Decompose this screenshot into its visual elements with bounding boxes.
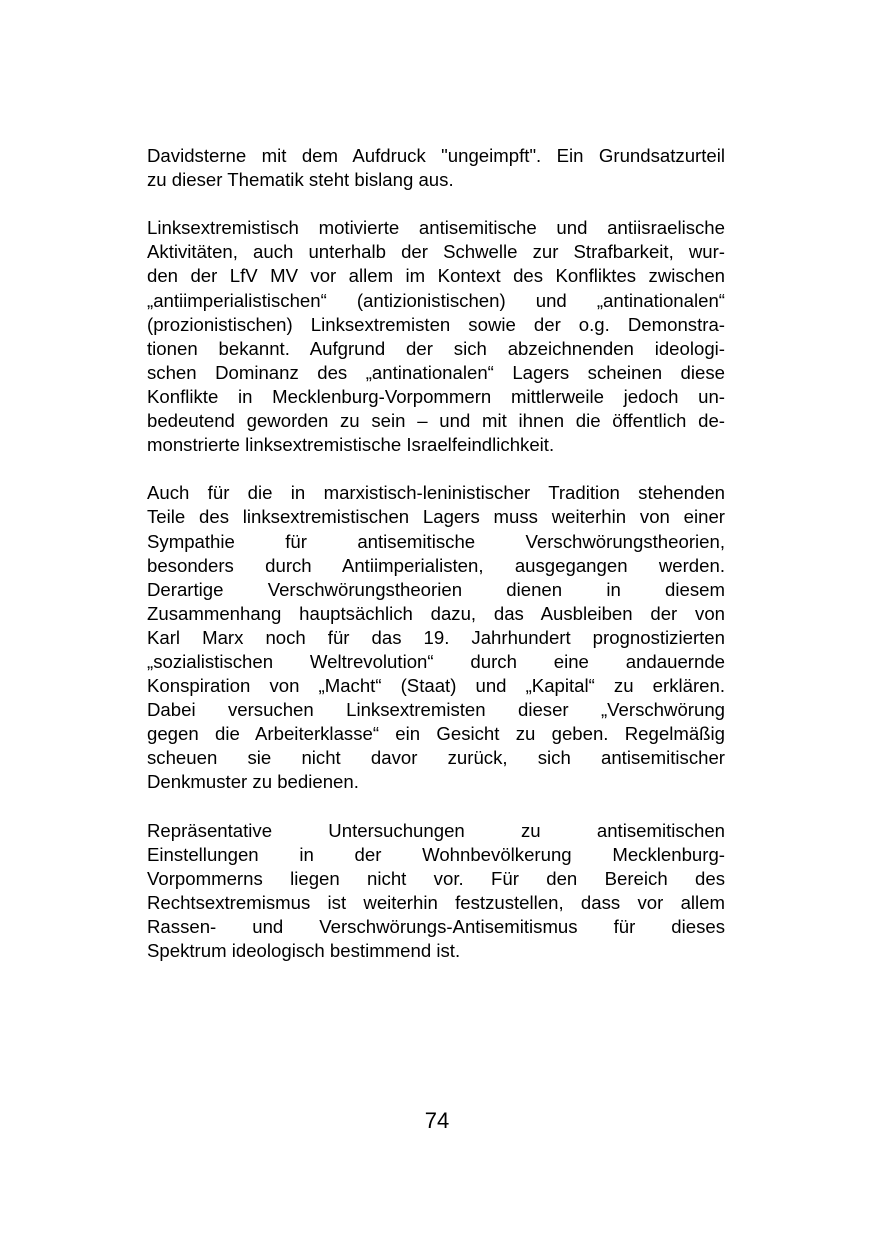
text-line: Auch für die in marxistisch-leninistischer Tradition stehenden: [147, 482, 725, 504]
text-line: (prozionistischen) Linksextremisten sowie der o.g. Demonstra-: [147, 313, 725, 335]
paragraph-1: [147, 144, 725, 192]
text-line: schen Dominanz des „antinationalen“ Lagers scheinen diese: [147, 361, 725, 383]
text-line: Konspiration von „Macht“ (Staat) und „Kapital“ zu erklären.: [147, 675, 725, 697]
text-line: Konflikte in Mecklenburg-Vorpommern mittlerweile jedoch un-: [147, 385, 725, 407]
text-line: zu dieser Thematik steht bislang aus.: [147, 169, 454, 191]
text-line: „sozialistischen Weltrevolution“ durch eine andauernde: [147, 650, 725, 672]
text-line: gegen die Arbeiterklasse“ ein Gesicht zu geben. Regelmäßig: [147, 723, 725, 745]
text-line: „antiimperialistischen“ (antizionistischen) und „antinationalen“: [147, 289, 725, 311]
text-line: Teile des linksextremistischen Lagers muss weiterhin von einer: [147, 506, 725, 528]
text-line: Rechtsextremismus ist weiterhin festzustellen, dass vor allem: [147, 891, 725, 913]
text-line: bedeutend geworden zu sein – und mit ihnen die öffentlich de-: [147, 410, 725, 432]
text-line: Spektrum ideologisch bestimmend ist.: [147, 940, 461, 962]
text-line: Einstellungen in der Wohnbevölkerung Mecklenburg-: [147, 843, 725, 865]
text-line: Aktivitäten, auch unterhalb der Schwelle zur Strafbarkeit, wur-: [147, 241, 725, 263]
document-body: [147, 144, 725, 987]
paragraph-4: [147, 819, 725, 964]
text-line: Derartige Verschwörungstheorien dienen in diesem: [147, 578, 725, 600]
text-line: den der LfV MV vor allem im Kontext des Konfliktes zwischen: [147, 265, 725, 287]
text-line: monstrierte linksextremistische Israelfeindlichkeit.: [147, 434, 555, 456]
text-line: tionen bekannt. Aufgrund der sich abzeichnenden ideologi-: [147, 337, 725, 359]
text-line: besonders durch Antiimperialisten, ausgegangen werden.: [147, 554, 725, 576]
text-line: Rassen- und Verschwörungs-Antisemitismus für dieses: [147, 916, 725, 937]
text-line: Vorpommerns liegen nicht vor. Für den Bereich des: [147, 867, 725, 889]
text-line: Linksextremistisch motivierte antisemitische und antiisraelische: [147, 217, 725, 239]
text-line: Repräsentative Untersuchungen zu antisemitischen: [147, 819, 725, 841]
text-line: Karl Marx noch für das 19. Jahrhundert prognostizierten: [147, 626, 725, 648]
text-line: Dabei versuchen Linksextremisten dieser „Verschwörung: [147, 699, 725, 721]
page-number: 74: [424, 1108, 450, 1133]
text-line: scheuen sie nicht davor zurück, sich antisemitischer: [147, 747, 725, 769]
paragraph-3: [147, 481, 725, 794]
text-line: Zusammenhang hauptsächlich dazu, das Ausbleiben der von: [147, 602, 725, 624]
text-line: Davidsterne mit dem Aufdruck "ungeimpft". Ein Grundsatzurteil: [147, 145, 725, 166]
paragraph-2: [147, 216, 725, 457]
text-line: Sympathie für antisemitische Verschwörungstheorien,: [147, 530, 725, 552]
text-line: Denkmuster zu bedienen.: [147, 771, 359, 793]
